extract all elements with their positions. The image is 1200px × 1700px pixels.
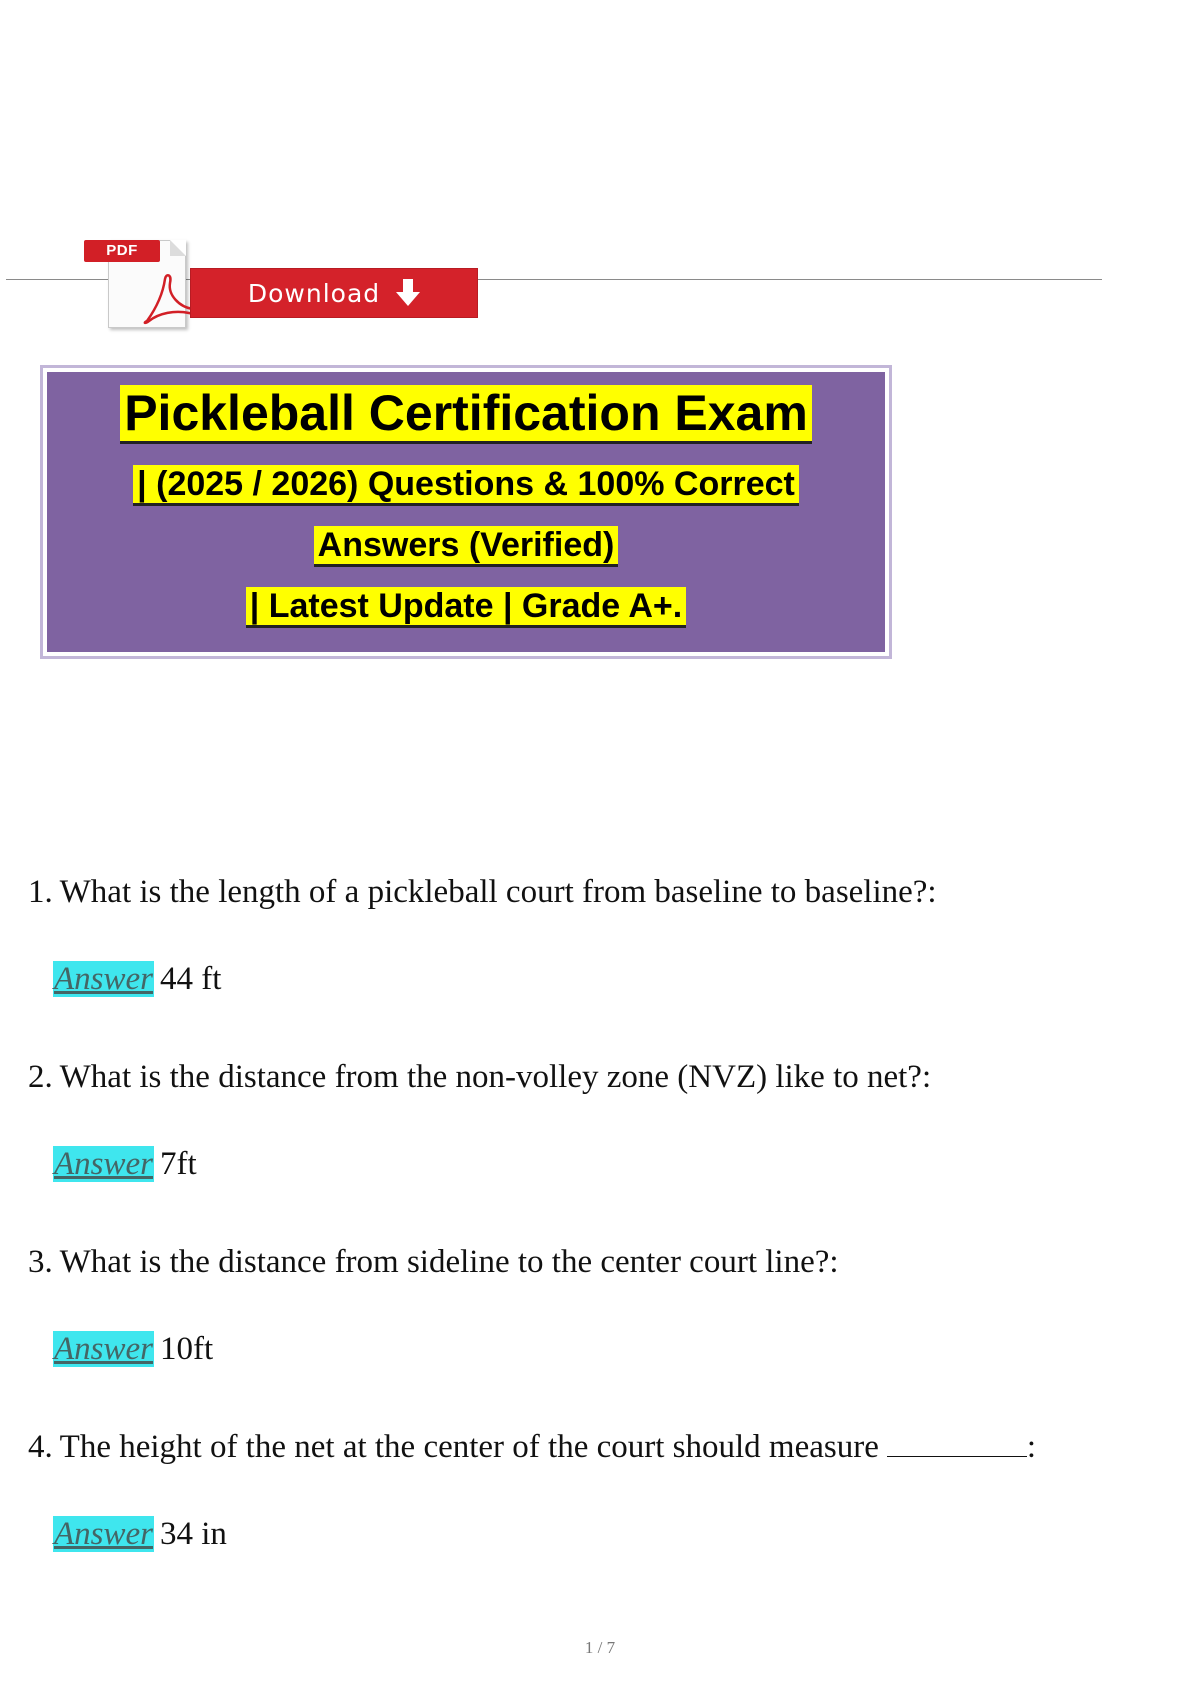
answer-value: 10ft — [160, 1331, 214, 1367]
answer-row — [53, 1514, 227, 1554]
pdf-file-icon[interactable] — [84, 236, 194, 328]
question-body: The height of the net at the center of the court should measure — [59, 1429, 879, 1465]
question-body: What is the distance from sideline to the center court line?: — [59, 1244, 839, 1280]
download-label: Download — [247, 278, 381, 308]
answer-label: Answer — [54, 961, 153, 997]
question-text — [28, 872, 1168, 912]
fill-in-blank — [887, 1432, 1027, 1457]
question-item — [28, 1427, 1168, 1612]
question-text — [28, 1242, 1168, 1282]
answer-value: 44 ft — [160, 961, 222, 997]
question-body: What is the distance from the non-volley zone (NVZ) like to net?: — [59, 1059, 932, 1095]
title-panel — [47, 372, 885, 652]
answer-value: 7ft — [160, 1146, 197, 1182]
question-item — [28, 872, 1168, 1057]
document-title: Pickleball Certification Exam — [120, 385, 812, 444]
question-number: 4. — [28, 1429, 53, 1465]
question-number: 2. — [28, 1059, 53, 1095]
title-box — [40, 365, 892, 659]
download-button[interactable] — [190, 268, 478, 318]
question-suffix: : — [1026, 1429, 1037, 1465]
answer-row — [53, 1329, 213, 1369]
question-item — [28, 1057, 1168, 1242]
question-item — [28, 1242, 1168, 1427]
answer-value: 34 in — [160, 1516, 227, 1552]
question-number: 1. — [28, 874, 53, 910]
page-number: 1 / 7 — [584, 1638, 616, 1657]
answer-row — [53, 1144, 197, 1184]
answer-label: Answer — [54, 1146, 153, 1182]
answer-label: Answer — [54, 1331, 153, 1367]
question-text — [28, 1057, 1168, 1097]
question-body: What is the length of a pickleball court from baseline to baseline?: — [59, 874, 937, 910]
download-arrow-icon — [396, 279, 420, 307]
page-fold — [170, 240, 186, 256]
question-list — [28, 872, 1168, 1612]
title-subline-1: | (2025 / 2026) Questions & 100% Correct — [133, 465, 799, 506]
answer-row — [53, 959, 221, 999]
title-subline-2: Answers (Verified) — [314, 526, 619, 567]
title-subline-3: | Latest Update | Grade A+. — [246, 587, 687, 628]
question-number: 3. — [28, 1244, 53, 1280]
question-text — [28, 1427, 1168, 1467]
answer-label: Answer — [54, 1516, 153, 1552]
pdf-tag-label: PDF — [84, 240, 160, 262]
